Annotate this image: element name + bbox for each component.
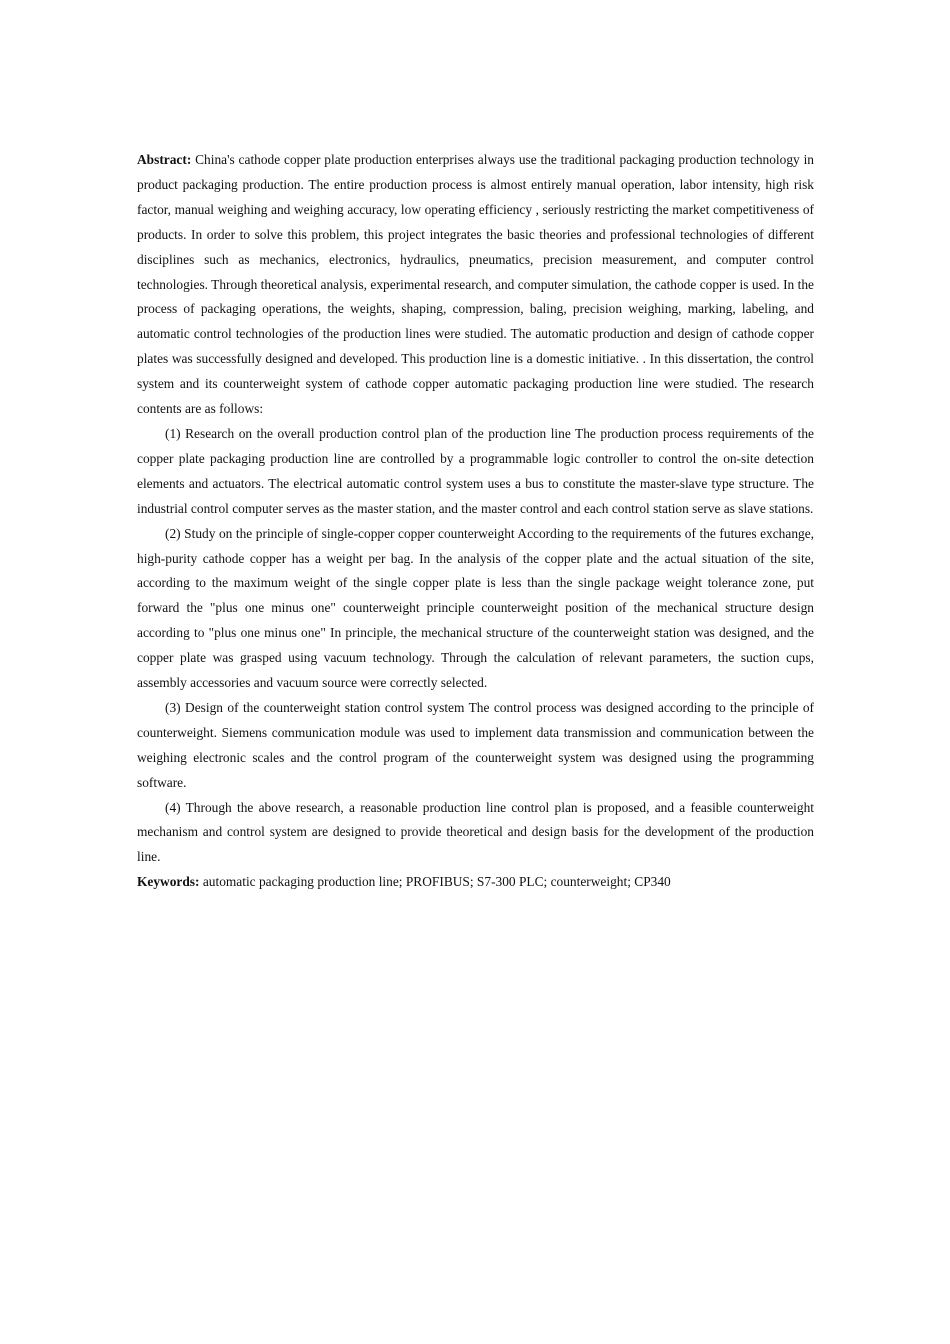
abstract-paragraph <box>137 148 814 422</box>
keywords-paragraph <box>137 870 814 895</box>
keywords-text: automatic packaging production line; PROFIBUS; S7-300 PLC; counterweight; CP340 <box>199 874 671 890</box>
abstract-text: China's cathode copper plate production enterprises always use the traditional packaging production technology in product packaging production. The entire production process is almost entirely manual operation, labor intensity, high risk factor, manual weighing and weighing accuracy, low operating efficiency , seriously restricting the market competitiveness of products. In order to solve this problem, this project integrates the basic theories and professional technologies of different disciplines such as mechanics, electronics, hydraulics, pneumatics, precision measurement, and computer control technologies. Through theoretical analysis, experimental research, and computer simulation, the cathode copper is used. In the process of packaging operations, the weights, shaping, compression, baling, precision weighing, marking, labeling, and automatic control technologies of the production lines were studied. The automatic production and design of cathode copper plates was successfully designed and developed. This production line is a domestic initiative. . In this dissertation, the control system and its counterweight system of cathode copper automatic packaging production line were studied. The research contents are as follows: <box>137 152 814 417</box>
research-item-1: (1) Research on the overall production control plan of the production line The production process requirements of the copper plate packaging production line are controlled by a programmable logic controller to control the on-site detection elements and actuators. The electrical automatic control system uses a bus to constitute the master-slave type structure. The industrial control computer serves as the master station, and the master control and each control station serve as slave stations. <box>137 425 814 516</box>
research-item-2: (2) Study on the principle of single-copper copper counterweight According to the requirements of the futures exchange, high-purity cathode copper has a weight per bag. In the analysis of the copper plate and the actual situation of the site, according to the maximum weight of the single copper plate is less than the single package weight tolerance zone, put forward the "plus one minus one" counterweight principle counterweight position of the mechanical structure design according to "plus one minus one" In principle, the mechanical structure of the counterweight station was designed, and the copper plate was grasped using vacuum technology. Through the calculation of relevant parameters, the suction cups, assembly accessories and vacuum source were correctly selected. <box>137 525 814 691</box>
research-item-4: (4) Through the above research, a reasonable production line control plan is proposed, and a feasible counterweight mechanism and control system are designed to provide theoretical and design basis for the development of the production line. <box>137 799 814 865</box>
research-item-3: (3) Design of the counterweight station control system The control process was designed according to the principle of counterweight. Siemens communication module was used to implement data transmission and communication between the weighing electronic scales and the control program of the counterweight system was designed using the programming software. <box>137 699 814 790</box>
abstract-label: Abstract: <box>137 152 192 167</box>
document-page <box>137 148 814 895</box>
keywords-label: Keywords: <box>137 874 200 890</box>
